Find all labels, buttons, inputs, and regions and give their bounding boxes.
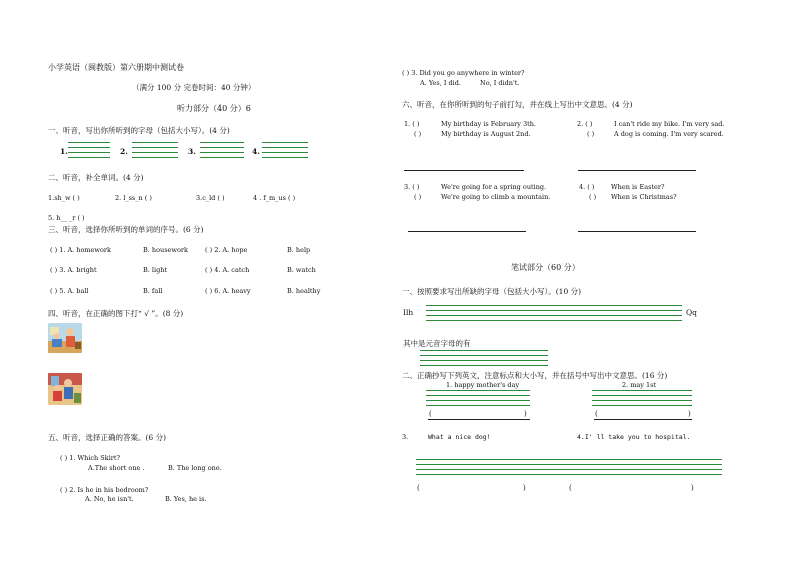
w2-item-1: 1. happy mother's day <box>446 381 520 389</box>
s5-q2-b: B. Yes, he is. <box>165 495 207 503</box>
picture-kitchen[interactable] <box>48 323 82 353</box>
r-q3-b: No, I didn't. <box>480 79 520 87</box>
listening-title: 听力部分（40 分）6 <box>177 104 251 113</box>
w2-2-paren-right: ) <box>688 410 691 418</box>
written-title: 笔试部分（60 分） <box>511 263 580 272</box>
s6-2-num: 2. ( ) <box>577 120 593 128</box>
w2-1-paren-left: ( <box>429 410 432 418</box>
s2-item-3: 3.c_ld ( ) <box>196 194 225 202</box>
s1-label-1: 1. <box>60 147 68 156</box>
s2-item-2: 2. l_ss_n ( ) <box>115 194 152 202</box>
section4-heading: 四、听音，在正确的图下打“ √ ”。(8 分) <box>48 309 184 318</box>
s6-3-num: 3. ( ) <box>404 183 420 191</box>
w2-item-3: What a nice dog! <box>428 433 491 441</box>
s1-label-3: 3. <box>188 147 196 156</box>
s6-1-b: My birthday is August 2nd. <box>441 130 531 138</box>
w2-4-paren-right: ) <box>691 484 694 492</box>
s6-1-paren: ( ) <box>414 130 422 138</box>
s6-4-paren: ( ) <box>589 193 597 201</box>
s3-q5: ( ) 5. A. ball <box>50 287 89 295</box>
w1-vowel-label: 其中是元音字母的有 <box>403 339 471 348</box>
s5-q2: ( ) 2. Is he in his bedroom? <box>60 486 149 494</box>
s6-4-answer-line[interactable] <box>578 231 696 232</box>
s5-q1: ( ) 1. Which Skirt? <box>60 454 120 462</box>
s3-q5-b: B. fall <box>143 287 163 295</box>
s6-2-answer-line[interactable] <box>578 170 696 171</box>
s3-q2-b: B. help <box>287 246 311 254</box>
s6-3-paren: ( ) <box>414 193 422 201</box>
s6-2-a: I can't ride my bike. I'm very sad. <box>614 120 725 128</box>
s6-4-num: 4. ( ) <box>579 183 595 191</box>
section2-heading: 二、听音，补全单词。(4 分) <box>48 173 144 182</box>
w2-3-paren-right: ) <box>523 484 526 492</box>
w2-4-paren-left: ( <box>569 484 572 492</box>
picture-bedroom[interactable] <box>48 373 82 405</box>
w2-1-paren-right: ) <box>524 410 527 418</box>
s6-3-b: We're going to climb a mountain. <box>441 193 551 201</box>
w1-end-letters: Qq <box>686 308 697 317</box>
s2-item-5: 5. h__ _r ( ) <box>48 214 85 222</box>
exam-subtitle: （满分 100 分 完卷时间：40 分钟） <box>132 83 256 92</box>
s5-q2-a: A. No, he isn't. <box>85 495 134 503</box>
w2-2-meaning-line[interactable] <box>594 419 692 420</box>
s6-3-answer-line[interactable] <box>408 231 526 232</box>
s5-q1-b: B. The long one. <box>168 464 222 472</box>
s3-q3-b: B. light <box>143 266 168 274</box>
s3-q4-b: B. watch <box>287 266 316 274</box>
w2-2-paren-left: ( <box>595 410 598 418</box>
w2-item-4: 4.I' ll take you to hospital. <box>577 433 691 441</box>
s2-item-4: 4 . f_m_us ( ) <box>253 194 296 202</box>
s6-2-paren: ( ) <box>587 130 595 138</box>
w2-1-meaning-line[interactable] <box>428 419 530 420</box>
s3-q3: ( ) 3. A. bright <box>50 266 97 274</box>
w2-item-2: 2. may 1st <box>622 381 657 389</box>
w2-item-3-num: 3. <box>402 433 409 441</box>
s6-1-num: 1. ( ) <box>404 120 420 128</box>
s6-2-b: A dog is coming. I'm very scared. <box>614 130 724 138</box>
w1-heading: 一、按照要求写出所缺的字母（包括大小写）。(10 分) <box>402 287 582 296</box>
s6-4-b: When is Christmas? <box>611 193 677 201</box>
s3-q6-b: B. healthy <box>287 287 321 295</box>
s1-label-4: 4. <box>252 147 260 156</box>
w2-3-paren-left: ( <box>417 484 420 492</box>
s1-label-2: 2. <box>120 147 128 156</box>
s6-1-answer-line[interactable] <box>404 170 524 171</box>
r-q3-a: A. Yes, I did. <box>420 79 461 87</box>
s6-1-a: My birthday is February 3th. <box>441 120 536 128</box>
exam-title: 小学英语（闽教版）第六册期中测试卷 <box>48 63 184 72</box>
w1-start-letters: Ilh <box>403 308 414 317</box>
s3-q1: ( ) 1. A. homework <box>50 246 111 254</box>
section5-heading: 五、听音，选择正确的答案。(6 分) <box>48 433 167 442</box>
s2-item-1: 1.sh_w ( ) <box>48 194 80 202</box>
section3-heading: 三、听音，选择你所听到的单词的序号。(6 分) <box>48 225 204 234</box>
s3-q6: ( ) 6. A. heavy <box>205 287 251 295</box>
w2-heading: 二、正确抄写下列英文，注意标点和大小写，并在括号中写出中文意思。(16 分) <box>402 371 668 380</box>
s3-q2: ( ) 2. A. hope <box>205 246 248 254</box>
s5-q1-a: A.The short one . <box>88 464 145 472</box>
s3-q4: ( ) 4. A. catch <box>205 266 250 274</box>
s3-q1-b: B. housework <box>143 246 188 254</box>
r-q3: ( ) 3. Did you go anywhere in winter? <box>402 69 525 77</box>
s6-3-a: We're going for a spring outing. <box>441 183 547 191</box>
s6-4-a: When is Easter? <box>611 183 665 191</box>
section6-heading: 六、听音，在你所听到的句子前打勾，并在线上写出中文意思。(4 分) <box>402 100 633 109</box>
section1-heading: 一、听音，写出你所听到的字母（包括大小写）。(4 分) <box>48 126 230 135</box>
